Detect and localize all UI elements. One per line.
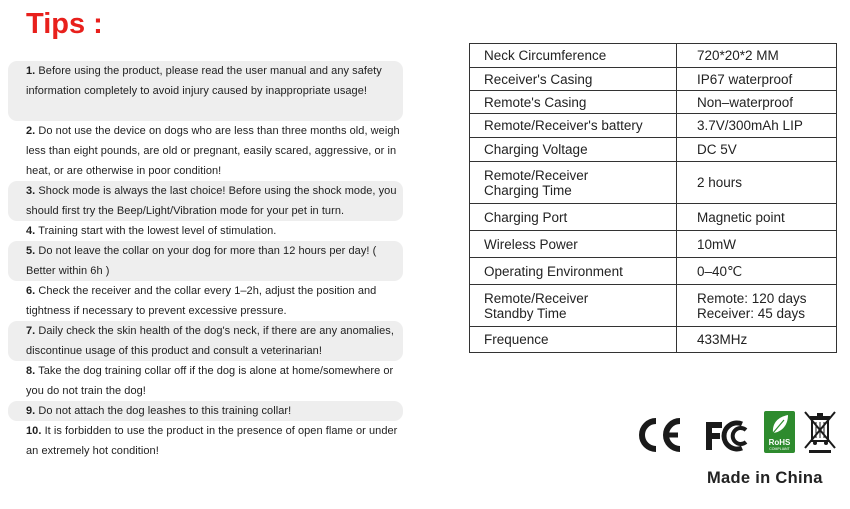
tip-text: Training start with the lowest level of stimulation. [38,225,277,237]
tip-text: Do not attach the dog leashes to this training collar! [38,405,292,417]
ce-mark-icon [636,418,686,452]
made-in-label: Made in China [707,469,823,487]
spec-key: Operating Environment [470,258,677,285]
list-item [8,181,403,221]
leaf-icon [764,411,795,437]
tip-number: 3. [26,185,36,197]
spec-value: 720*20*2 MM [677,44,837,68]
tip-number: 5. [26,245,36,257]
spec-key: Frequence [470,327,677,353]
table-row [470,91,837,114]
rohs-mark-icon [764,411,795,453]
tip-number: 7. [26,325,36,337]
spec-value: Remote: 120 days Receiver: 45 days [677,285,837,327]
list-item [8,281,403,321]
tip-text: Do not use the device on dogs who are less than three months old, weigh less than eight pounds, are old or pregnant, easily scared, aggressive, or in heat, or are otherwise in poor condition! [26,125,400,177]
tip-text: Do not leave the collar on your dog for more than 12 hours per day! ( Better within 6h ) [26,245,377,277]
table-row [470,44,837,68]
rohs-label: RoHS [768,438,791,447]
list-item [8,121,403,181]
tip-text: Shock mode is always the last choice! Before using the shock mode, you should first try the Beep/Light/Vibration mode for your pet in turn. [26,185,397,217]
spec-value: Non–waterproof [677,91,837,114]
tip-text: Take the dog training collar off if the dog is alone at home/somewhere or you do not train the dog! [26,365,394,397]
rohs-sublabel: COMPLIANT [769,447,790,451]
tip-number: 4. [26,225,36,237]
table-row [470,327,837,353]
list-item [8,421,403,461]
tip-number: 9. [26,405,36,417]
certification-marks [636,410,838,456]
spec-key: Remote/Receiver Standby Time [470,285,677,327]
table-row [470,204,837,231]
spec-key: Wireless Power [470,231,677,258]
list-item [8,221,403,241]
spec-value: DC 5V [677,138,837,162]
tip-text: Daily check the skin health of the dog's neck, if there are any anomalies, discontinue usage of this product and consult a veterinarian! [26,325,394,357]
tip-text: Before using the product, please read the user manual and any safety information completely to avoid injury caused by inappropriate usage! [26,65,382,97]
list-item [8,241,403,281]
spec-value: 433MHz [677,327,837,353]
spec-value: 0–40℃ [677,258,837,285]
table-row [470,138,837,162]
list-item [8,401,403,421]
spec-value: 3.7V/300mAh LIP [677,114,837,138]
spec-key: Neck Circumference [470,44,677,68]
page-title: Tips : [26,8,103,40]
weee-bin-icon [803,410,837,454]
tip-number: 10. [26,425,42,437]
spec-key: Charging Port [470,204,677,231]
tips-list [8,61,403,461]
spec-key: Remote/Receiver's battery [470,114,677,138]
table-row [470,285,837,327]
spec-key: Receiver's Casing [470,68,677,91]
tip-number: 8. [26,365,36,377]
spec-value: 10mW [677,231,837,258]
spec-key: Remote's Casing [470,91,677,114]
table-row [470,258,837,285]
spec-value: IP67 waterproof [677,68,837,91]
spec-key: Remote/Receiver Charging Time [470,162,677,204]
spec-value: Magnetic point [677,204,837,231]
spec-key: Charging Voltage [470,138,677,162]
spec-value: 2 hours [677,162,837,204]
table-row [470,162,837,204]
fcc-mark-icon [704,420,756,452]
list-item [8,321,403,361]
spec-table [469,43,837,353]
tip-number: 6. [26,285,36,297]
table-row [470,114,837,138]
table-row [470,231,837,258]
tip-number: 1. [26,65,36,77]
tip-text: Check the receiver and the collar every 1–2h, adjust the position and tightness if necessary to prevent excessive pressure. [26,285,377,317]
tip-text: It is forbidden to use the product in the presence of open flame or under an extremely hot condition! [26,425,398,457]
list-item [8,61,403,121]
tip-number: 2. [26,125,36,137]
list-item [8,361,403,401]
table-row [470,68,837,91]
